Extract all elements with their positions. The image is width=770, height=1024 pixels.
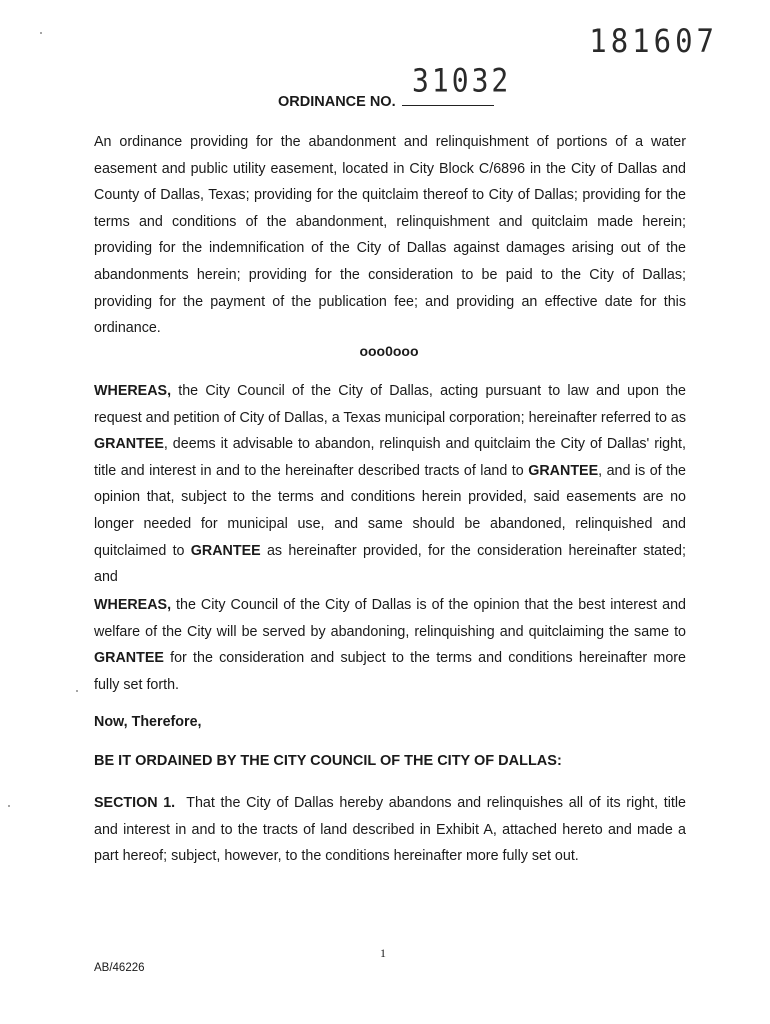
- page-number: 1: [380, 946, 386, 960]
- section-separator: ooo0ooo: [359, 343, 419, 359]
- whereas-text: , deems it advisable to abandon, relinquish and quitclaim the City of Dallas' right, title and interest in and to the hereinafter described tracts of land to: [94, 436, 686, 479]
- section-1-text: That the City of Dallas hereby abandons and relinquishes all of its right, title and interest in and to the tracts of land described in Exhibit A, attached hereto and made a part hereof; subject, however, to the conditions hereinafter more fully set out.: [94, 795, 690, 865]
- intro-section: [94, 129, 686, 342]
- ordinance-number-blank: [402, 93, 494, 106]
- whereas-lead: WHEREAS,: [94, 597, 172, 613]
- grantee-term: GRANTEE: [94, 650, 164, 667]
- ordinance-number-stamp: 31032: [412, 61, 512, 100]
- section-1-label: SECTION 1.: [94, 795, 176, 811]
- now-therefore-heading: Now, Therefore,: [94, 714, 202, 730]
- whereas-text: as hereinafter provided, for the consideration hereinafter stated; and: [94, 542, 686, 586]
- ordinance-heading: [278, 93, 494, 110]
- scan-speck: [40, 32, 42, 34]
- ordained-heading: BE IT ORDAINED BY THE CITY COUNCIL OF THE CITY OF DALLAS:: [94, 753, 562, 769]
- whereas-text: the City Council of the City of Dallas is of the opinion that the best interest and welfare of the City will be served by abandoning, relinquishing and quitclaiming the same to: [94, 597, 686, 640]
- grantee-term: GRANTEE: [528, 462, 599, 479]
- section-1: [94, 790, 690, 870]
- whereas-paragraph-2: [94, 592, 686, 698]
- whereas-text: , and is of the opinion that, subject to the terms and conditions herein provided, said easements are no longer needed for municipal use, and same should be abandoned, relinquished and quitclaimed to: [94, 462, 687, 559]
- whereas-text: the City Council of the City of Dallas, acting pursuant to law and upon the request and petition of City of Dallas, a Texas municipal corporation; hereinafter referred to as: [94, 383, 686, 426]
- grantee-term: GRANTEE: [190, 542, 261, 559]
- stamped-document-number: 181607: [589, 22, 718, 60]
- whereas-section-1: [94, 378, 686, 591]
- ordinance-label: ORDINANCE NO.: [278, 94, 396, 110]
- whereas-text: for the consideration and subject to the terms and conditions hereinafter more fully set forth.: [94, 650, 686, 693]
- section-1-paragraph: [94, 790, 690, 870]
- grantee-term: GRANTEE: [94, 436, 164, 453]
- scan-speck: [76, 690, 78, 692]
- whereas-section-2: [94, 592, 686, 698]
- whereas-paragraph-1: [94, 378, 686, 591]
- whereas-lead: WHEREAS,: [94, 383, 172, 399]
- intro-paragraph: An ordinance providing for the abandonment and relinquishment of portions of a water easement and public utility easement, located in City Block C/6896 in the City of Dallas and County of Dallas, Texas; providing for the quitclaim thereof to City of Dallas; providing for the terms and conditions of the abandonment, relinquishment and quitclaim made herein; providing for the indemnification of the City of Dallas against damages arising out of the abandonments herein; providing for the consideration to be paid to the City of Dallas; providing for the payment of the publication fee; and providing an effective date for this ordinance.: [94, 134, 686, 337]
- scan-speck: [8, 805, 10, 807]
- footer-reference-code: AB/46226: [94, 962, 145, 974]
